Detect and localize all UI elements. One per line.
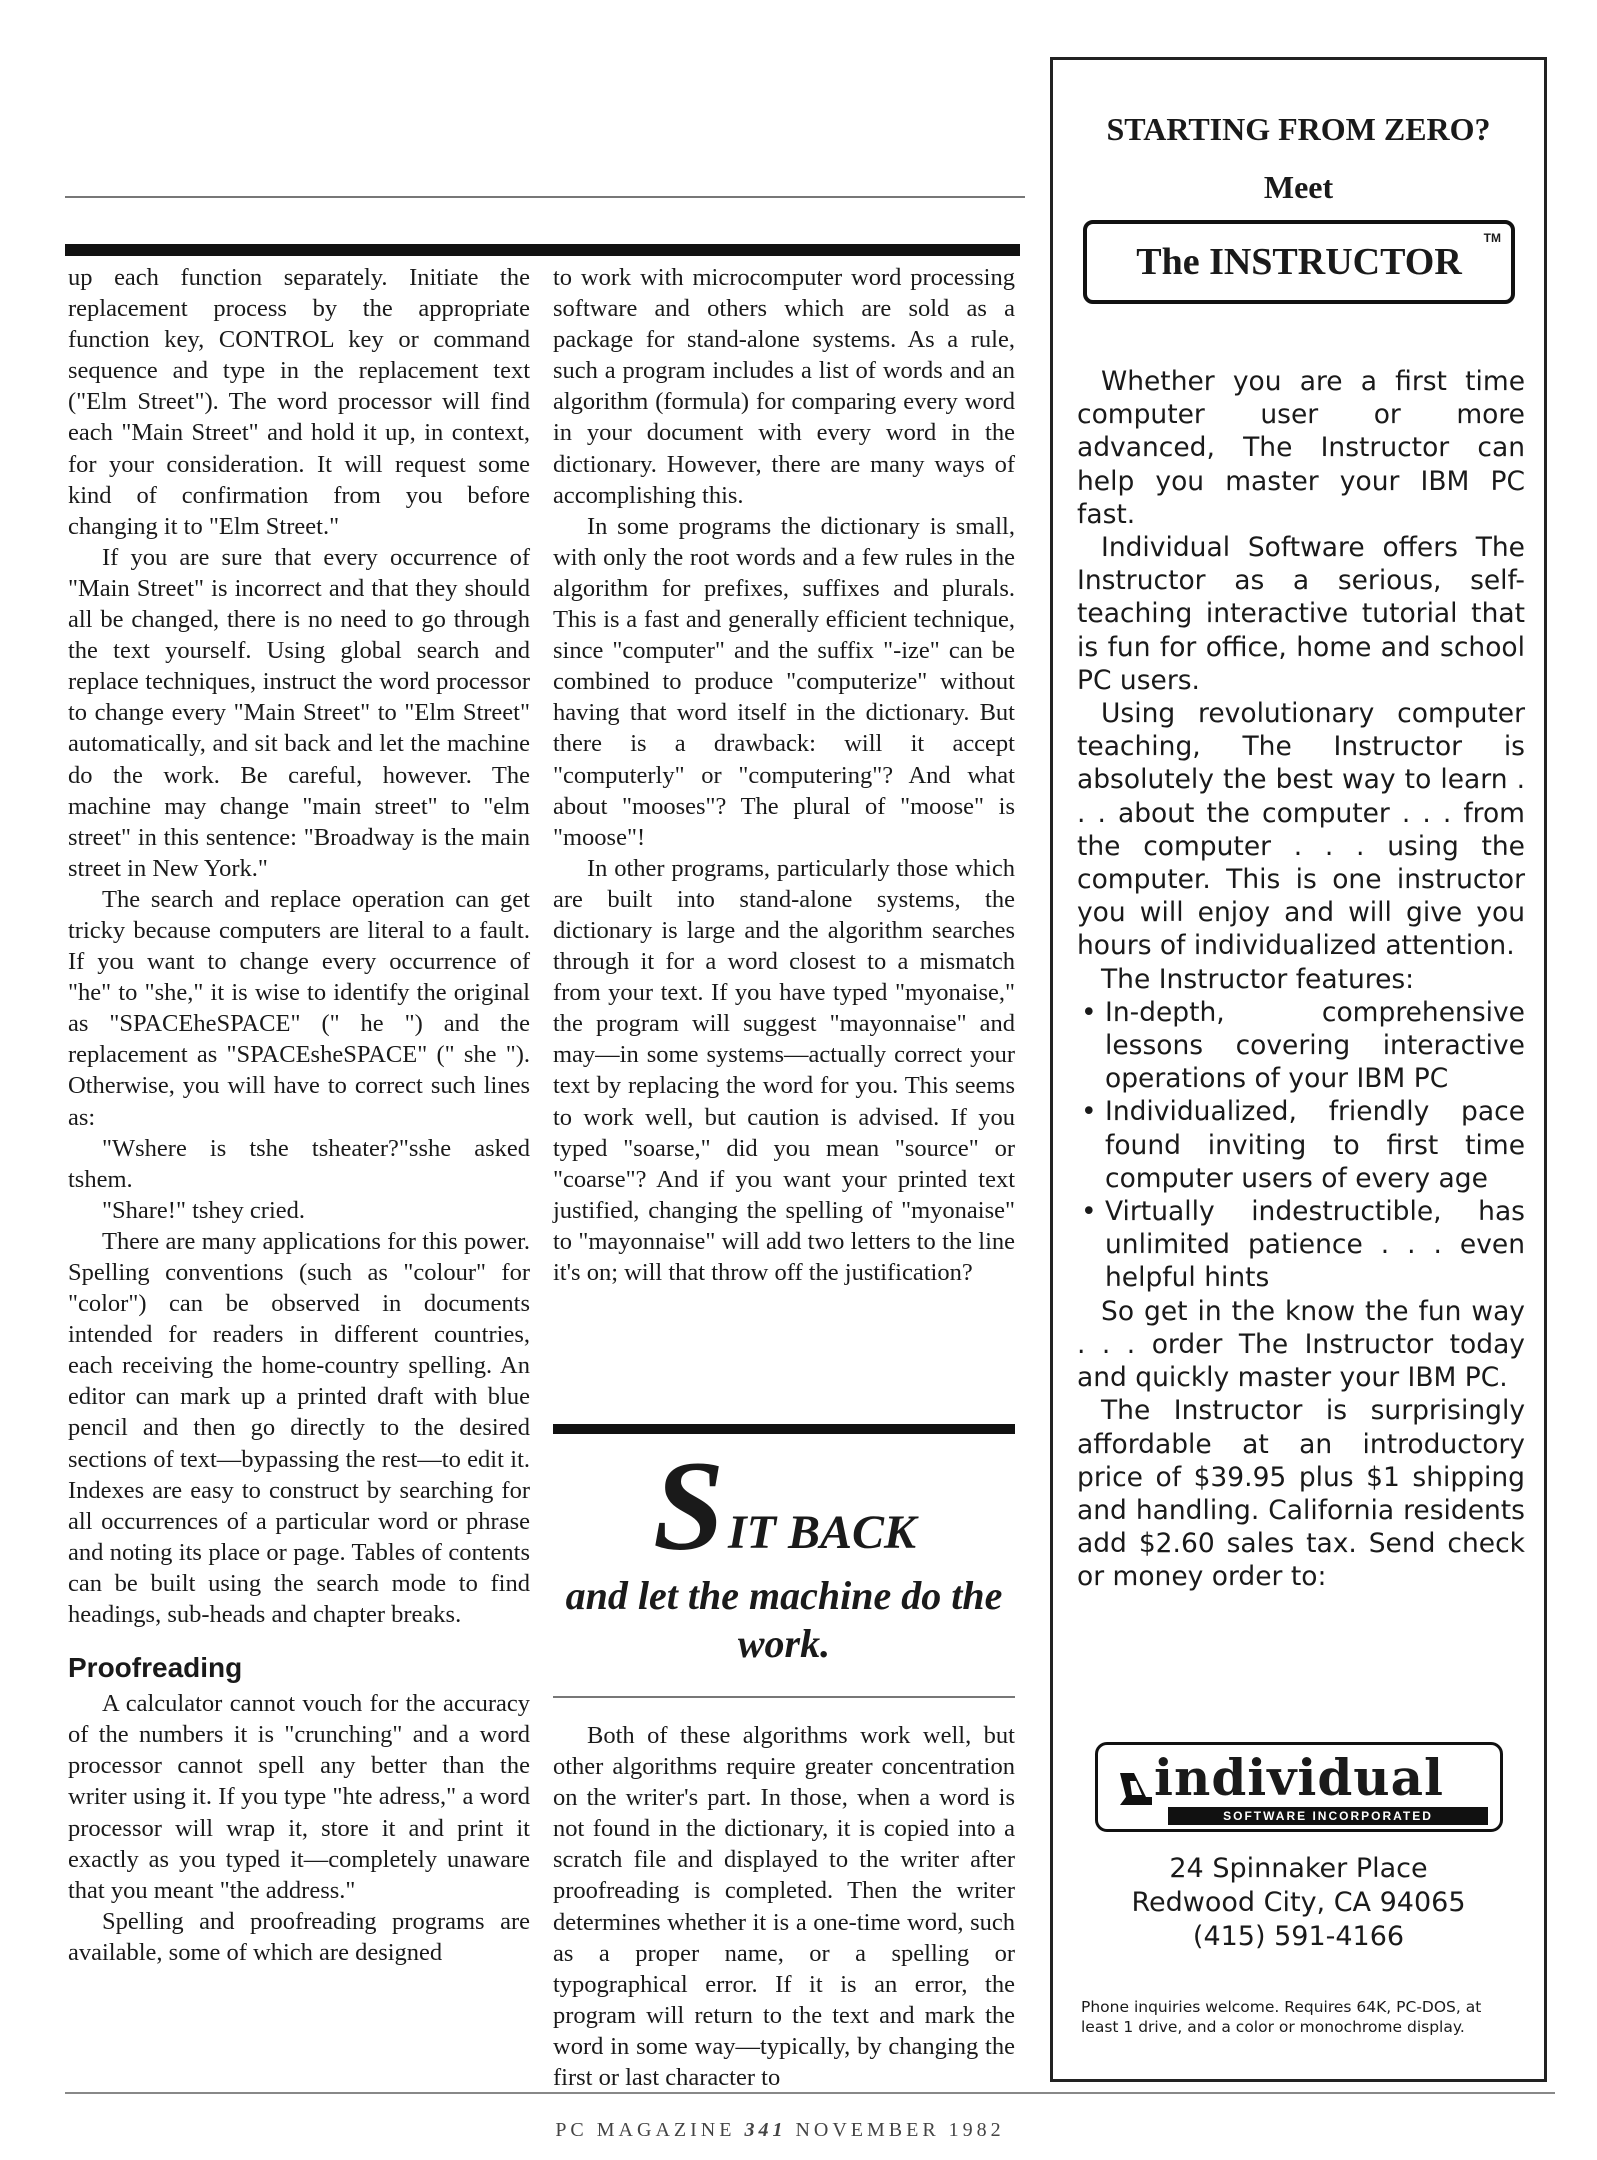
paragraph: There are many applications for this power. Spelling conventions (such as "colour" for "color") can be observed in documents intended for readers in different countries, each receiving the home-country spelling. An editor can mark up a printed draft with blue pencil and then go directly to the desired sections of text—bypassing the rest—to edit it. Indexes are easy to construct by searching for all occurrences of a particular word or phrase and noting its place or page. Tables of contents can be built using the search mode to find headings, sub-heads and chapter breaks.	[68, 1227, 530, 1629]
address-line: Redwood City, CA 94065	[1131, 1887, 1466, 1918]
pullquote	[553, 1435, 1015, 1668]
paragraph: If you are sure that every occurrence of "Main Street" is incorrect and that they should all be changed, there is no need to go through the text yourself. Using global search and replace techniques, instruct the word processor to change every "Main Street" to "Elm Street" automatically, and sit back and let the machine do the work. Be careful, however. The machine may change "main street" to "elm street" in this sentence: "Broadway is the main street in New York."	[68, 543, 530, 882]
ad-headline-meet: Meet	[1263, 169, 1334, 205]
feature-item: • Virtually indestructible, has unlimited patience . . . even helpful hints	[1077, 1195, 1525, 1295]
ad-paragraph: So get in the know the fun way . . . order The Instructor today and quickly master your IBM PC.	[1077, 1295, 1525, 1394]
paragraph: A calculator cannot vouch for the accuracy of the numbers it is "crunching" and a word processor cannot spell any better than the writer using it. If you type "hte adress," a word processor will wrap it, store it and print it exactly as you typed it—completely unaware that you meant "the address."	[68, 1690, 530, 1904]
logo-tagline: SOFTWARE INCORPORATED	[1168, 1807, 1488, 1825]
ad-paragraph: Individual Software offers The Instructor as a serious, self-teaching interactive tutorial that is fun for office, home and school PC users.	[1077, 532, 1525, 696]
product-name-box	[1083, 220, 1515, 304]
page-footer	[480, 2117, 1080, 2143]
feature-item: • In-depth, comprehensive lessons covering interactive operations of your IBM PC	[1077, 996, 1525, 1096]
instructor-advertisement	[1050, 57, 1547, 2082]
pullquote-text: and let the machine do the work.	[565, 1573, 1003, 1666]
paragraph: The search and replace operation can get tricky because computers are literal to a fault. If you want to change every occurrence of "he" to "she," it is wise to identify the original as "SPACEheSPACE" (" he ") and the replacement as "SPACEsheSPACE" (" she "). Otherwise, you will have to correct such lines as:	[68, 885, 530, 1131]
ad-headline-question: STARTING FROM ZERO?	[1106, 111, 1491, 147]
ad-address	[1053, 1852, 1544, 1954]
ad-fine-print: Phone inquiries welcome. Requires 64K, PC-DOS, at least 1 drive, and a color or monochrome display.	[1081, 1998, 1482, 2036]
article-column-2	[553, 262, 1015, 1288]
feature-list	[1077, 996, 1525, 1295]
footer-page-number: 341	[744, 2119, 787, 2141]
product-name: The INSTRUCTOR	[1136, 241, 1462, 283]
paragraph: "Share!" tshey cried.	[102, 1196, 305, 1224]
footer-rule	[65, 2092, 1555, 2094]
ad-headline	[1053, 100, 1544, 216]
ad-paragraph: The Instructor features:	[1101, 963, 1415, 995]
footer-magazine: PC MAGAZINE	[555, 2119, 736, 2141]
ad-paragraph: The Instructor is surprisingly affordable at an introductory price of $39.95 plus $1 shipping and handling. California residents add $2.60 sales tax. Send check or money order to:	[1077, 1395, 1525, 1593]
ad-paragraph: Whether you are a first time computer user or more advanced, The Instructor can help you master your IBM PC fast.	[1077, 366, 1525, 530]
ad-body	[1077, 365, 1525, 1594]
column-rule	[65, 244, 1020, 256]
phone-number: (415) 591-4166	[1192, 1921, 1405, 1952]
pullquote-top-rule	[553, 1424, 1015, 1434]
footer-date: NOVEMBER 1982	[795, 2119, 1005, 2141]
ad-paragraph: Using revolutionary computer teaching, The Instructor is absolutely the best way to learn . . . about the computer . . . from the computer . . . using the computer. This is one instructor you will enjoy and will give you hours of individualized attention.	[1077, 698, 1525, 962]
paragraph: In other programs, particularly those which are built into stand-alone systems, the dictionary is large and the algorithm searches through it for a word closest to a mismatch from your text. If you have typed "myonaise," the program will suggest "mayonnaise" and may—in some systems—actually correct your text by replacing the word for you. This seems to work well, but caution is advised. If you typed "soarse," did you mean "source" or "coarse"? And if you want your printed text justified, changing the spelling of "myonaise" to "mayonnaise" will add two letters to the line it's on; will that throw off the justification?	[553, 854, 1015, 1286]
paragraph: Spelling and proofreading programs are available, some of which are designed	[68, 1907, 530, 1966]
article-column-1	[68, 262, 530, 1968]
address-line: 24 Spinnaker Place	[1169, 1853, 1428, 1884]
paragraph: up each function separately. Initiate the replacement process by the appropriate function key, CONTROL key or command sequence and type in the replacement text ("Elm Street"). The word processor will find each "Main Street" and hold it up, in context, for your consideration. It will request some kind of confirmation from you before changing it to "Elm Street."	[68, 264, 530, 540]
trademark: TM	[1483, 231, 1501, 245]
individual-software-logo	[1095, 1742, 1503, 1832]
pullquote-first-line	[553, 1435, 1015, 1577]
paragraph: In some programs the dictionary is small, with only the root words and a few rules in the algorithm for prefixes, suffixes and plurals. This is a fast and generally efficient technique, since "computer" and the suffix "-ize" can be combined to produce "computerize" without having that word itself in the dictionary. But there is a drawback: will it accept "computerly" or "computering"? And what about "mooses"? The plural of "moose" is "moose"!	[553, 512, 1015, 851]
logo-word: individual	[1153, 1748, 1445, 1807]
pullquote-bottom-rule	[553, 1696, 1015, 1698]
pullquote-drop-cap: S	[653, 1435, 725, 1577]
pullquote-lead: IT BACK	[728, 1506, 917, 1559]
paragraph: "Wshere is tshe tsheater?"sshe asked tshem.	[68, 1134, 530, 1193]
article-column-2-continued	[553, 1720, 1015, 2093]
top-rule	[65, 196, 1025, 198]
subhead-proofreading: Proofreading	[68, 1652, 243, 1684]
paragraph: to work with microcomputer word processing software and others which are sold as a package for stand-alone systems. As a rule, such a program includes a list of words and an algorithm (formula) for comparing every word in your document with every word in the dictionary. However, there are many ways of accomplishing this.	[553, 264, 1015, 509]
feature-item: • Individualized, friendly pace found inviting to first time computer users of every age	[1077, 1095, 1525, 1195]
paragraph: Both of these algorithms work well, but other algorithms require greater concentration on the writer's part. In those, when a word is not found in the dictionary, it is copied into a scratch file and displayed to the writer after proofreading is completed. Then the writer determines whether it is a one-time word, such as a proper name, or a spelling or typographical error. If it is an error, the program will return to the text and mark the word in some way—typically, by changing the first or last character to	[553, 1722, 1015, 2092]
